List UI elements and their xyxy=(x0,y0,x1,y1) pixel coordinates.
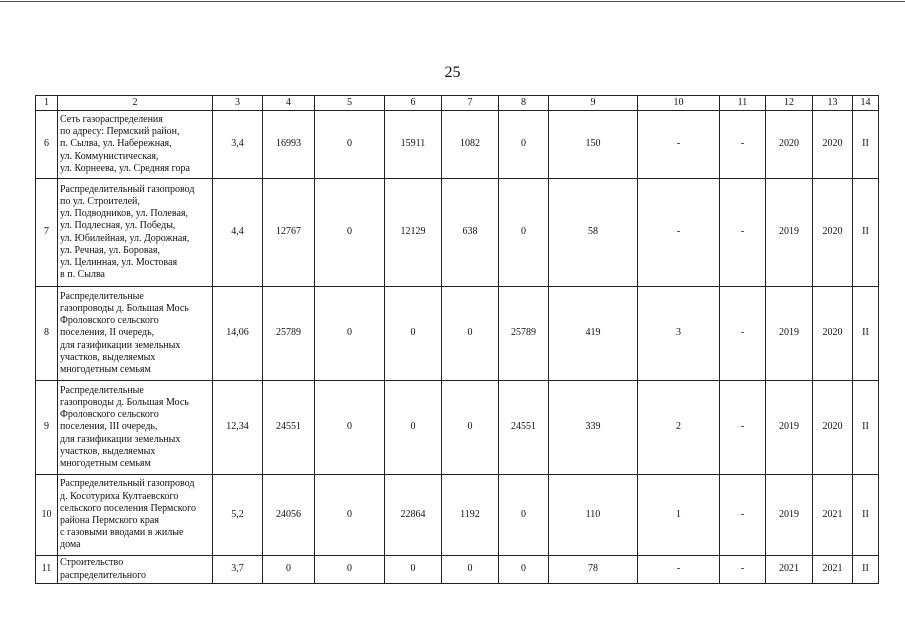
description-cell xyxy=(58,381,213,475)
value-cell-col-8: 24551 xyxy=(499,381,549,475)
value-cell-col-10: - xyxy=(638,556,720,584)
description-line: сельского поселения Пермского xyxy=(60,502,197,514)
header-cell: 5 xyxy=(315,96,385,111)
description-line: д. Косотуриха Култаевского xyxy=(60,490,179,502)
header-cell: 3 xyxy=(213,96,263,111)
description-line: ул. Речная, ул. Боровая, xyxy=(60,244,161,256)
value-cell-col-12: 2019 xyxy=(766,179,813,287)
description-line: ул. Коммунистическая, xyxy=(60,150,159,162)
value-cell-col-4: 0 xyxy=(263,556,315,584)
description-line: дома xyxy=(60,539,81,551)
value-cell-col-6: 0 xyxy=(385,287,442,381)
description-line: газопроводы д. Большая Мось xyxy=(60,302,189,314)
description-line: ул. Подводников, ул. Полевая, xyxy=(60,208,188,220)
description-line: для газификации земельных xyxy=(60,433,181,445)
description-line: Фроловского сельского xyxy=(60,315,159,327)
value-cell-col-10: - xyxy=(638,179,720,287)
header-cell: 7 xyxy=(442,96,499,111)
description-line: п. Сылва, ул. Набережная, xyxy=(60,138,172,150)
value-cell-col-6: 12129 xyxy=(385,179,442,287)
value-cell-col-3: 12,34 xyxy=(213,381,263,475)
row-number-cell: 7 xyxy=(36,179,58,287)
description-cell xyxy=(58,111,213,179)
value-cell-col-3: 5,2 xyxy=(213,475,263,556)
header-cell: 10 xyxy=(638,96,720,111)
row-number-cell: 6 xyxy=(36,111,58,179)
table-row xyxy=(36,381,879,475)
value-cell-col-8: 25789 xyxy=(499,287,549,381)
value-cell-col-3: 4,4 xyxy=(213,179,263,287)
value-cell-col-3: 14,06 xyxy=(213,287,263,381)
description-line: Распределительный газопровод xyxy=(60,478,195,490)
description-line: многодетным семьям xyxy=(60,364,151,375)
value-cell-col-10: - xyxy=(638,111,720,179)
description-line: Строительство xyxy=(60,557,124,569)
header-cell: 9 xyxy=(549,96,638,111)
row-number-cell: 8 xyxy=(36,287,58,381)
table-row xyxy=(36,179,879,287)
value-cell-col-14: II xyxy=(853,556,879,584)
header-cell: 2 xyxy=(58,96,213,111)
row-number-cell: 10 xyxy=(36,475,58,556)
value-cell-col-9: 150 xyxy=(549,111,638,179)
value-cell-col-7: 0 xyxy=(442,381,499,475)
value-cell-col-11: - xyxy=(720,381,766,475)
description-line: Распределительные xyxy=(60,384,144,396)
value-cell-col-4: 24056 xyxy=(263,475,315,556)
value-cell-col-13: 2021 xyxy=(813,556,853,584)
table-row xyxy=(36,287,879,381)
value-cell-col-10: 3 xyxy=(638,287,720,381)
value-cell-col-5: 0 xyxy=(315,381,385,475)
description-line: Распределительный газопровод xyxy=(60,183,195,195)
value-cell-col-13: 2020 xyxy=(813,287,853,381)
value-cell-col-9: 58 xyxy=(549,179,638,287)
description-line: по адресу: Пермский район, xyxy=(60,126,180,138)
page-number: 25 xyxy=(444,64,461,81)
description-line: участков, выделяемых xyxy=(60,351,156,363)
header-cell: 13 xyxy=(813,96,853,111)
value-cell-col-9: 110 xyxy=(549,475,638,556)
header-cell: 6 xyxy=(385,96,442,111)
value-cell-col-11: - xyxy=(720,475,766,556)
description-cell xyxy=(58,475,213,556)
value-cell-col-5: 0 xyxy=(315,179,385,287)
value-cell-col-9: 339 xyxy=(549,381,638,475)
value-cell-col-10: 1 xyxy=(638,475,720,556)
description-line: ул. Целинная, ул. Мостовая xyxy=(60,256,178,268)
value-cell-col-12: 2019 xyxy=(766,475,813,556)
value-cell-col-7: 1192 xyxy=(442,475,499,556)
header-cell: 1 xyxy=(36,96,58,111)
description-line: ул. Корнеева, ул. Средняя гора xyxy=(60,162,190,174)
header-cell: 8 xyxy=(499,96,549,111)
description-cell xyxy=(58,556,213,584)
description-line: газопроводы д. Большая Мось xyxy=(60,396,189,408)
value-cell-col-5: 0 xyxy=(315,475,385,556)
description-line: для газификации земельных xyxy=(60,339,181,351)
value-cell-col-11: - xyxy=(720,179,766,287)
description-line: поселения, II очередь, xyxy=(60,327,155,339)
value-cell-col-12: 2021 xyxy=(766,556,813,584)
value-cell-col-4: 25789 xyxy=(263,287,315,381)
value-cell-col-9: 78 xyxy=(549,556,638,584)
row-number-cell: 11 xyxy=(36,556,58,584)
value-cell-col-13: 2020 xyxy=(813,111,853,179)
description-cell xyxy=(58,179,213,287)
top-border-line xyxy=(0,1,905,2)
table-row xyxy=(36,111,879,179)
value-cell-col-4: 12767 xyxy=(263,179,315,287)
header-cell: 14 xyxy=(853,96,879,111)
description-cell xyxy=(58,287,213,381)
header-cell: 12 xyxy=(766,96,813,111)
description-line: распределительного xyxy=(60,569,146,581)
description-line: в п. Сылва xyxy=(60,269,105,281)
header-cell: 4 xyxy=(263,96,315,111)
value-cell-col-6: 0 xyxy=(385,381,442,475)
value-cell-col-11: - xyxy=(720,111,766,179)
value-cell-col-12: 2019 xyxy=(766,287,813,381)
description-line: участков, выделяемых xyxy=(60,445,156,457)
table-header-row xyxy=(36,96,879,111)
value-cell-col-14: II xyxy=(853,475,879,556)
value-cell-col-13: 2020 xyxy=(813,381,853,475)
value-cell-col-4: 16993 xyxy=(263,111,315,179)
value-cell-col-9: 419 xyxy=(549,287,638,381)
description-line: Сеть газораспределения xyxy=(60,113,163,125)
value-cell-col-7: 638 xyxy=(442,179,499,287)
value-cell-col-11: - xyxy=(720,556,766,584)
value-cell-col-7: 1082 xyxy=(442,111,499,179)
value-cell-col-13: 2021 xyxy=(813,475,853,556)
value-cell-col-6: 15911 xyxy=(385,111,442,179)
value-cell-col-14: II xyxy=(853,179,879,287)
description-line: по ул. Строителей, xyxy=(60,195,140,207)
row-number-cell: 9 xyxy=(36,381,58,475)
table-row xyxy=(36,475,879,556)
value-cell-col-13: 2020 xyxy=(813,179,853,287)
value-cell-col-3: 3,4 xyxy=(213,111,263,179)
value-cell-col-8: 0 xyxy=(499,111,549,179)
description-line: ул. Подлесная, ул. Победы, xyxy=(60,220,176,232)
value-cell-col-8: 0 xyxy=(499,179,549,287)
value-cell-col-12: 2019 xyxy=(766,381,813,475)
value-cell-col-7: 0 xyxy=(442,287,499,381)
value-cell-col-14: II xyxy=(853,111,879,179)
description-line: многодетным семьям xyxy=(60,458,151,469)
description-line: с газовыми вводами в жилые xyxy=(60,527,184,539)
table-row xyxy=(36,556,879,584)
value-cell-col-7: 0 xyxy=(442,556,499,584)
value-cell-col-12: 2020 xyxy=(766,111,813,179)
description-line: Фроловского сельского xyxy=(60,409,159,421)
value-cell-col-8: 0 xyxy=(499,556,549,584)
value-cell-col-3: 3,7 xyxy=(213,556,263,584)
description-line: поселения, III очередь, xyxy=(60,421,158,433)
value-cell-col-11: - xyxy=(720,287,766,381)
description-line: района Пермского края xyxy=(60,515,159,526)
header-cell: 11 xyxy=(720,96,766,111)
description-line: ул. Юбилейная, ул. Дорожная, xyxy=(60,232,190,244)
value-cell-col-5: 0 xyxy=(315,556,385,584)
value-cell-col-6: 22864 xyxy=(385,475,442,556)
value-cell-col-5: 0 xyxy=(315,287,385,381)
value-cell-col-14: II xyxy=(853,287,879,381)
data-table xyxy=(35,95,879,584)
value-cell-col-6: 0 xyxy=(385,556,442,584)
value-cell-col-10: 2 xyxy=(638,381,720,475)
description-line: Распределительные xyxy=(60,290,144,302)
value-cell-col-5: 0 xyxy=(315,111,385,179)
value-cell-col-8: 0 xyxy=(499,475,549,556)
value-cell-col-4: 24551 xyxy=(263,381,315,475)
value-cell-col-14: II xyxy=(853,381,879,475)
